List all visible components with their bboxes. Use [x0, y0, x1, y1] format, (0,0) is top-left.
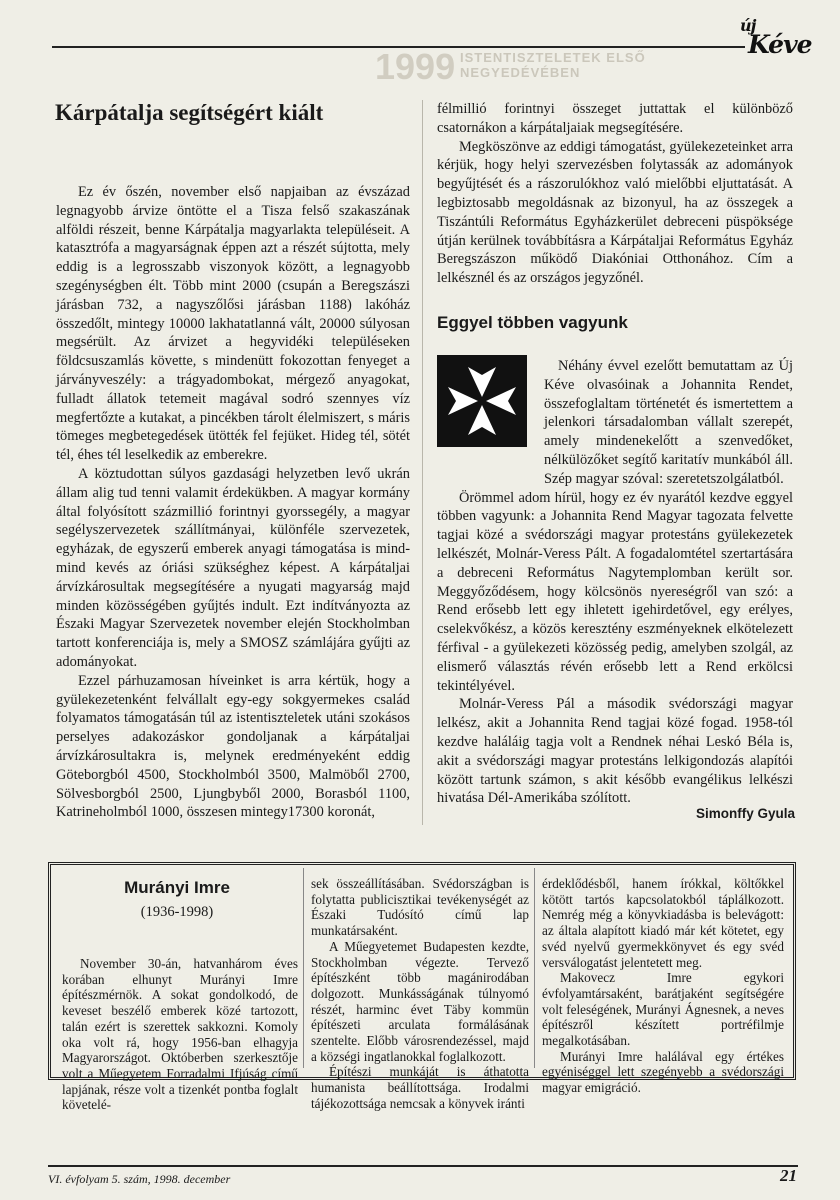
- paragraph: Murányi Imre halálával egy értékes egyéniséggel lett szegényebb a svédországi magyar emigráció.: [542, 1048, 784, 1096]
- show-through-caption: ISTENTISZTELETEK ELSŐ NEGYEDÉVÉBEN: [460, 50, 646, 80]
- article2-body: [437, 357, 793, 808]
- paragraph: Makovecz Imre egykori évfolyamtársaként, barátjaként segítségére volt feleségének, Murányi Ágnesnek, a neves építészről készített portréfilmje megalkotásában.: [542, 970, 784, 1049]
- obituary-column-2: [311, 876, 529, 1112]
- paragraph: Örömmel adom hírül, hogy ez év nyarától kezdve eggyel többen vagyunk: a Johannita Rend Magyar tagozata felvette tagjai közé a svédországi magyar protestáns gyülekezetek lelkészét, Molnár-Veress Pált. A fogadalomtétel szertartására a debreceni Református Nagytemplomban került sor. Meggyőződésem, hogy kölcsönös nyereségről van szó: a Rend erősebb lett egy ihletett igehirdetővel, egy erélyes, cselekvőkész, a közös keresztény eszményeknek elkötelezett férfival - a gyülekezeti közösség pedig, amelyben szolgál, az elismerő választás révén erősebb lett a Rend erkölcsi tekintélyével.: [437, 489, 793, 694]
- column-divider: [422, 100, 423, 825]
- article1-left-column: [56, 183, 410, 822]
- paragraph: Ezzel párhuzamosan híveinket is arra kértük, hogy a gyülekezetenként felvállalt egy-egy sokgyermekes család folyamatos támogatásán túl az istentiszteletek utáni szokásos perselyes adakozáskor gondoljanak a kárpátaljai árvízkárosultakra is, melynek eredményeként eddig Göteborgból 4500, Stockholmból 3500, Malmöből 2700, Sölvesborgból 2500, Ljungbyből 2000, Borasból 1100, Katrineholmból 1000, összesen mintegy17300 koronát,: [56, 672, 410, 821]
- paragraph: Ez év őszén, november első napjaiban az évszázad legnagyobb árvize öntötte el a Tisza felső szakaszának alföldi részeit, benne Kárpátalja magyarlakta településeit. A katasztrófa a magyarságnak éppen azt a részét sújtotta, mely eddig is a legrosszabb viszonyok között, a legnagyobb szegénységben élt. Több mint 2000 (csupán a Beregszászi járásban 732, a nagyszőlősi járásban 1188) lakóház összedőlt, mintegy 10000 lakhatatlanná vált, 20000 súlyosan megsérült. Az árvizet a hegyvidéki településeken földcsuszamlás követte, s mindenütt fokozottan fenyeget a járványveszély: a trágyadombokat, mérgező anyagokat, fulladt állatok tetemeit magával sodró szennyes víz megfertőzte a kutakat, a pincékben tárolt élelmiszert, s máris tömeges megbetegedések ütötték fel fejüket. Hideg tél, sötét tél, éhes tél leselkedik az emberekre.: [56, 184, 410, 464]
- logo-small: új: [740, 16, 756, 35]
- paragraph: November 30-án, hatvanhárom éves korában elhunyt Murányi Imre építészmérnök. A sokat gondolkodó, de keveset beszélő emberek közé tartozott, talán ezért is szerettek sakkozni. Komoly oka volt rá, hogy 1956-ban elhagyja Magyarországot. Októberben szerkesztője volt a Műegyetem Forradalmi Ifjúság című lapjának, része volt a tizenkét pontba foglalt követelé-: [62, 956, 298, 1113]
- obituary-divider: [534, 868, 535, 1068]
- article1-right-column: [437, 100, 793, 288]
- page-number: 21: [780, 1166, 797, 1185]
- paragraph: érdeklődésből, hanem írókkal, költőkkel kötött tartós kapcsolatokból táplálkozott. Nemrég még a könyvkiadásba is belevágott: az általa alapított kiadó már két kötetet, egy svéd nyelvű gyermekkönyvet és egy svéd versválogatást jelentetett meg.: [542, 876, 784, 970]
- issue-info: VI. évfolyam 5. szám, 1998. december: [48, 1172, 231, 1186]
- show-through-text: [375, 46, 760, 90]
- paragraph: Néhány évvel ezelőtt bemutattam az Új Kéve olvasóinak a Johannita Rendet, összefoglaltam történetét és ismertettem a jelenkori társadalomban vállalt szerepét, amely mindenekelőtt a szenvedőket, nélkülözőket segítő karitatív munkából áll. Szép magyar szóval: szeretetszolgálatból.: [544, 358, 793, 487]
- bottom-rule: [48, 1165, 798, 1167]
- obituary-divider: [303, 868, 304, 1068]
- paragraph: Építészi munkáját is áthatotta humanista beállítottsága. Irodalmi tájékozottsága nemcsak a könyvek iránti: [311, 1064, 529, 1111]
- paragraph: A köztudottan súlyos gazdasági helyzetben levő ukrán állam alig tud tenni valamit érdekükben. A magyar kormány által folyósított százmillió forintnyi gyorssegély, a magyar segélyszervezetek szállítmányai, különféle szervezetek, egyházak, de egyszerű emberek anyagi támogatása is mind-mind kevés az óriási szükséghez képest. A kárpátaljai árvízkárosultak megsegítésére a nyugati magyarság majd minden közösségében gyűjtés indult. Ezt indítványozta az Északi Magyar Szervezetek november elején Stockholmban tartott konferenciája is, mely a SMOSZ számlájára gyűjti az adományokat.: [56, 465, 410, 670]
- paragraph: sek összeállításában. Svédországban is folytatta publicisztikai tevékenységét az Északi Tudósító című lap munkatársaként.: [311, 876, 529, 939]
- obituary-column-1: [62, 956, 298, 1113]
- article2-title: Eggyel többen vagyunk: [437, 313, 628, 332]
- obituary-dates: (1936-1998): [140, 904, 214, 920]
- paragraph: Molnár-Veress Pál a második svédországi magyar lelkész, akit a Johannita Rend tagjai közé fogad. 1958-tól kezdve haláláig tagja volt a Rendnek néhai Leskó Béla is, akit a svédországi magyar protestáns lelkigondozás alapítói között tartunk számon, s akit később evangélikus lelkészi hivatása Dél-Amerikába szólított.: [437, 696, 793, 807]
- article2-signature: Simonffy Gyula: [695, 806, 795, 821]
- paragraph: Megköszönve az eddigi támogatást, gyülekezeteinket arra kérjük, hogy helyi szervezésben folytassák az adományok begyűjtését és a rászorulókhoz való mielőbbi eljuttatását. A legbiztosabb megoldásnak az bizonyul, ha az összegek a Tiszántúli Református Egyházkerület debreceni püspöksége útján kerülnek továbbításra a Kárpátaljai Református Egyház Beregszászon működő Diakóniai Otthonához. Cím a lelkésznél és az országos jegyzőnél.: [437, 138, 793, 287]
- logo-main: Kéve: [748, 30, 812, 59]
- article1-title: Kárpátalja segítségért kiált: [55, 100, 324, 125]
- show-through-year: 1999: [375, 46, 456, 87]
- paragraph: A Műegyetemet Budapesten kezdte, Stockholmban végezte. Tervező építészként több magánirodában dolgozott. Munkásságának túlnyomó részét, harminc évet Täby kommün építészeti arculata formálásának szentelte. Előbb városrendezéssel, majd a községi ingatlanokkal foglalkozott.: [311, 938, 529, 1064]
- obituary-column-3: [542, 876, 784, 1096]
- obituary-name: Murányi Imre: [124, 878, 230, 897]
- paragraph: félmillió forintnyi összeget juttattak el különböző csatornákon a kárpátaljaiak megsegítésére.: [437, 101, 793, 136]
